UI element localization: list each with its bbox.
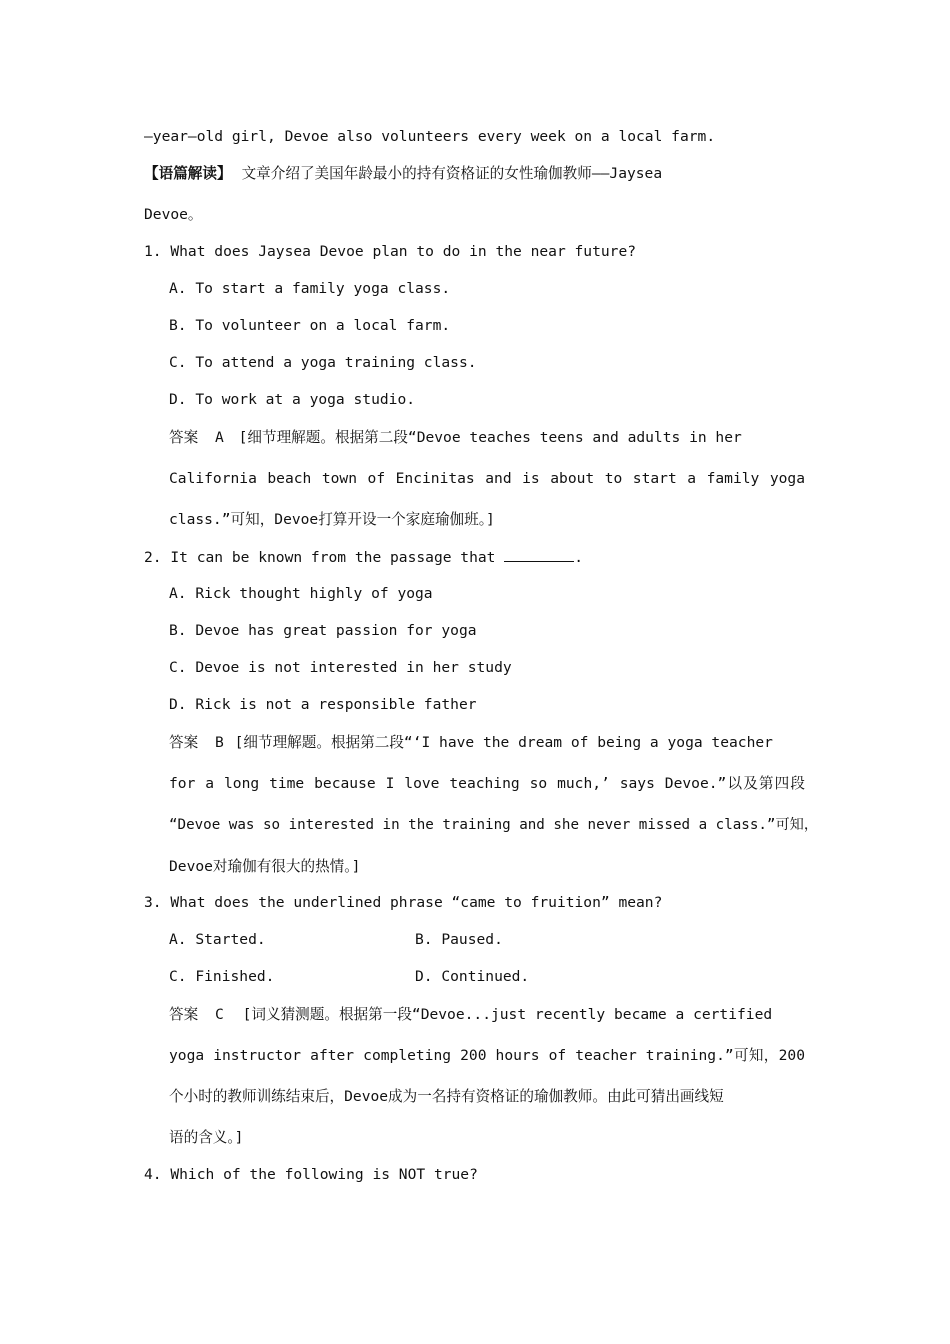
question-1: 1. What does Jaysea Devoe plan to do in the near future? [144, 243, 637, 260]
q3-option-d: D. Continued. [415, 968, 530, 985]
q1-answer-letter: A [215, 429, 224, 446]
q2-explanation-2: for a long time because I love teaching so much,’ says Devoe.”以及第四段 [169, 775, 805, 792]
reading-text-cont: Devoe。 [144, 206, 203, 223]
q2-option-d: D. Rick is not a responsible father [169, 696, 477, 713]
q3-answer-letter: C [215, 1006, 224, 1023]
q3-options-row-1 [169, 930, 849, 950]
q1-explanation-2: California beach town of Encinitas and is about to start a family yoga [169, 470, 805, 487]
q1-explanation-3: class.”可知，Devoe打算开设一个家庭瑜伽班。] [169, 511, 495, 528]
q1-option-b: B. To volunteer on a local farm. [169, 317, 451, 334]
q3-options-row-2 [169, 967, 849, 987]
q1-option-d: D. To work at a yoga studio. [169, 391, 416, 408]
q3-explanation-1: [词义猜测题。根据第一段“Devoe...just recently became a certified [242, 1006, 773, 1023]
intro-line: —year—old girl, Devoe also volunteers every week on a local farm. [144, 128, 716, 145]
reading-summary [144, 164, 824, 184]
q3-option-a: A. Started. [169, 931, 266, 948]
q2-question-text: 2. It can be known from the passage that [144, 549, 496, 566]
q3-explanation-3: 个小时的教师训练结束后，Devoe成为一名持有资格证的瑜伽教师。由此可猜出画线短 [169, 1088, 724, 1105]
q3-option-b: B. Paused. [415, 931, 503, 948]
answer-label: 答案 [169, 429, 199, 446]
q2-answer-letter: B [215, 734, 224, 751]
q3-explanation-2: yoga instructor after completing 200 hours of teacher training.”可知，200 [169, 1047, 805, 1064]
q2-answer-blank [504, 547, 574, 562]
q2-question-end: . [574, 549, 584, 566]
q3-option-c: C. Finished. [169, 968, 275, 985]
q2-explanation-4: Devoe对瑜伽有很大的热情。] [169, 858, 361, 875]
q2-explanation-1: [细节理解题。根据第二段“‘I have the dream of being a yoga teacher [234, 734, 773, 751]
answer-label: 答案 [169, 734, 199, 751]
question-4: 4. Which of the following is NOT true? [144, 1166, 478, 1183]
q2-option-c: C. Devoe is not interested in her study [169, 659, 512, 676]
question-3: 3. What does the underlined phrase “came to fruition” mean? [144, 894, 663, 911]
q1-option-c: C. To attend a yoga training class. [169, 354, 477, 371]
question-2 [144, 547, 824, 568]
q1-explanation-1: [细节理解题。根据第二段“Devoe teaches teens and adults in her [238, 429, 742, 446]
q2-option-b: B. Devoe has great passion for yoga [169, 622, 477, 639]
q2-explanation-3: “Devoe was so interested in the training and she never missed a class.”可知， [169, 817, 819, 833]
q2-answer [169, 733, 849, 753]
q3-answer [169, 1005, 849, 1025]
reading-text: 文章介绍了美国年龄最小的持有资格证的女性瑜伽教师——Jaysea [241, 165, 663, 182]
q1-answer [169, 428, 849, 448]
q2-option-a: A. Rick thought highly of yoga [169, 585, 433, 602]
q1-option-a: A. To start a family yoga class. [169, 280, 451, 297]
reading-label: 【语篇解读】 [144, 165, 232, 182]
answer-label: 答案 [169, 1006, 199, 1023]
q3-explanation-4: 语的含义。] [169, 1129, 244, 1146]
